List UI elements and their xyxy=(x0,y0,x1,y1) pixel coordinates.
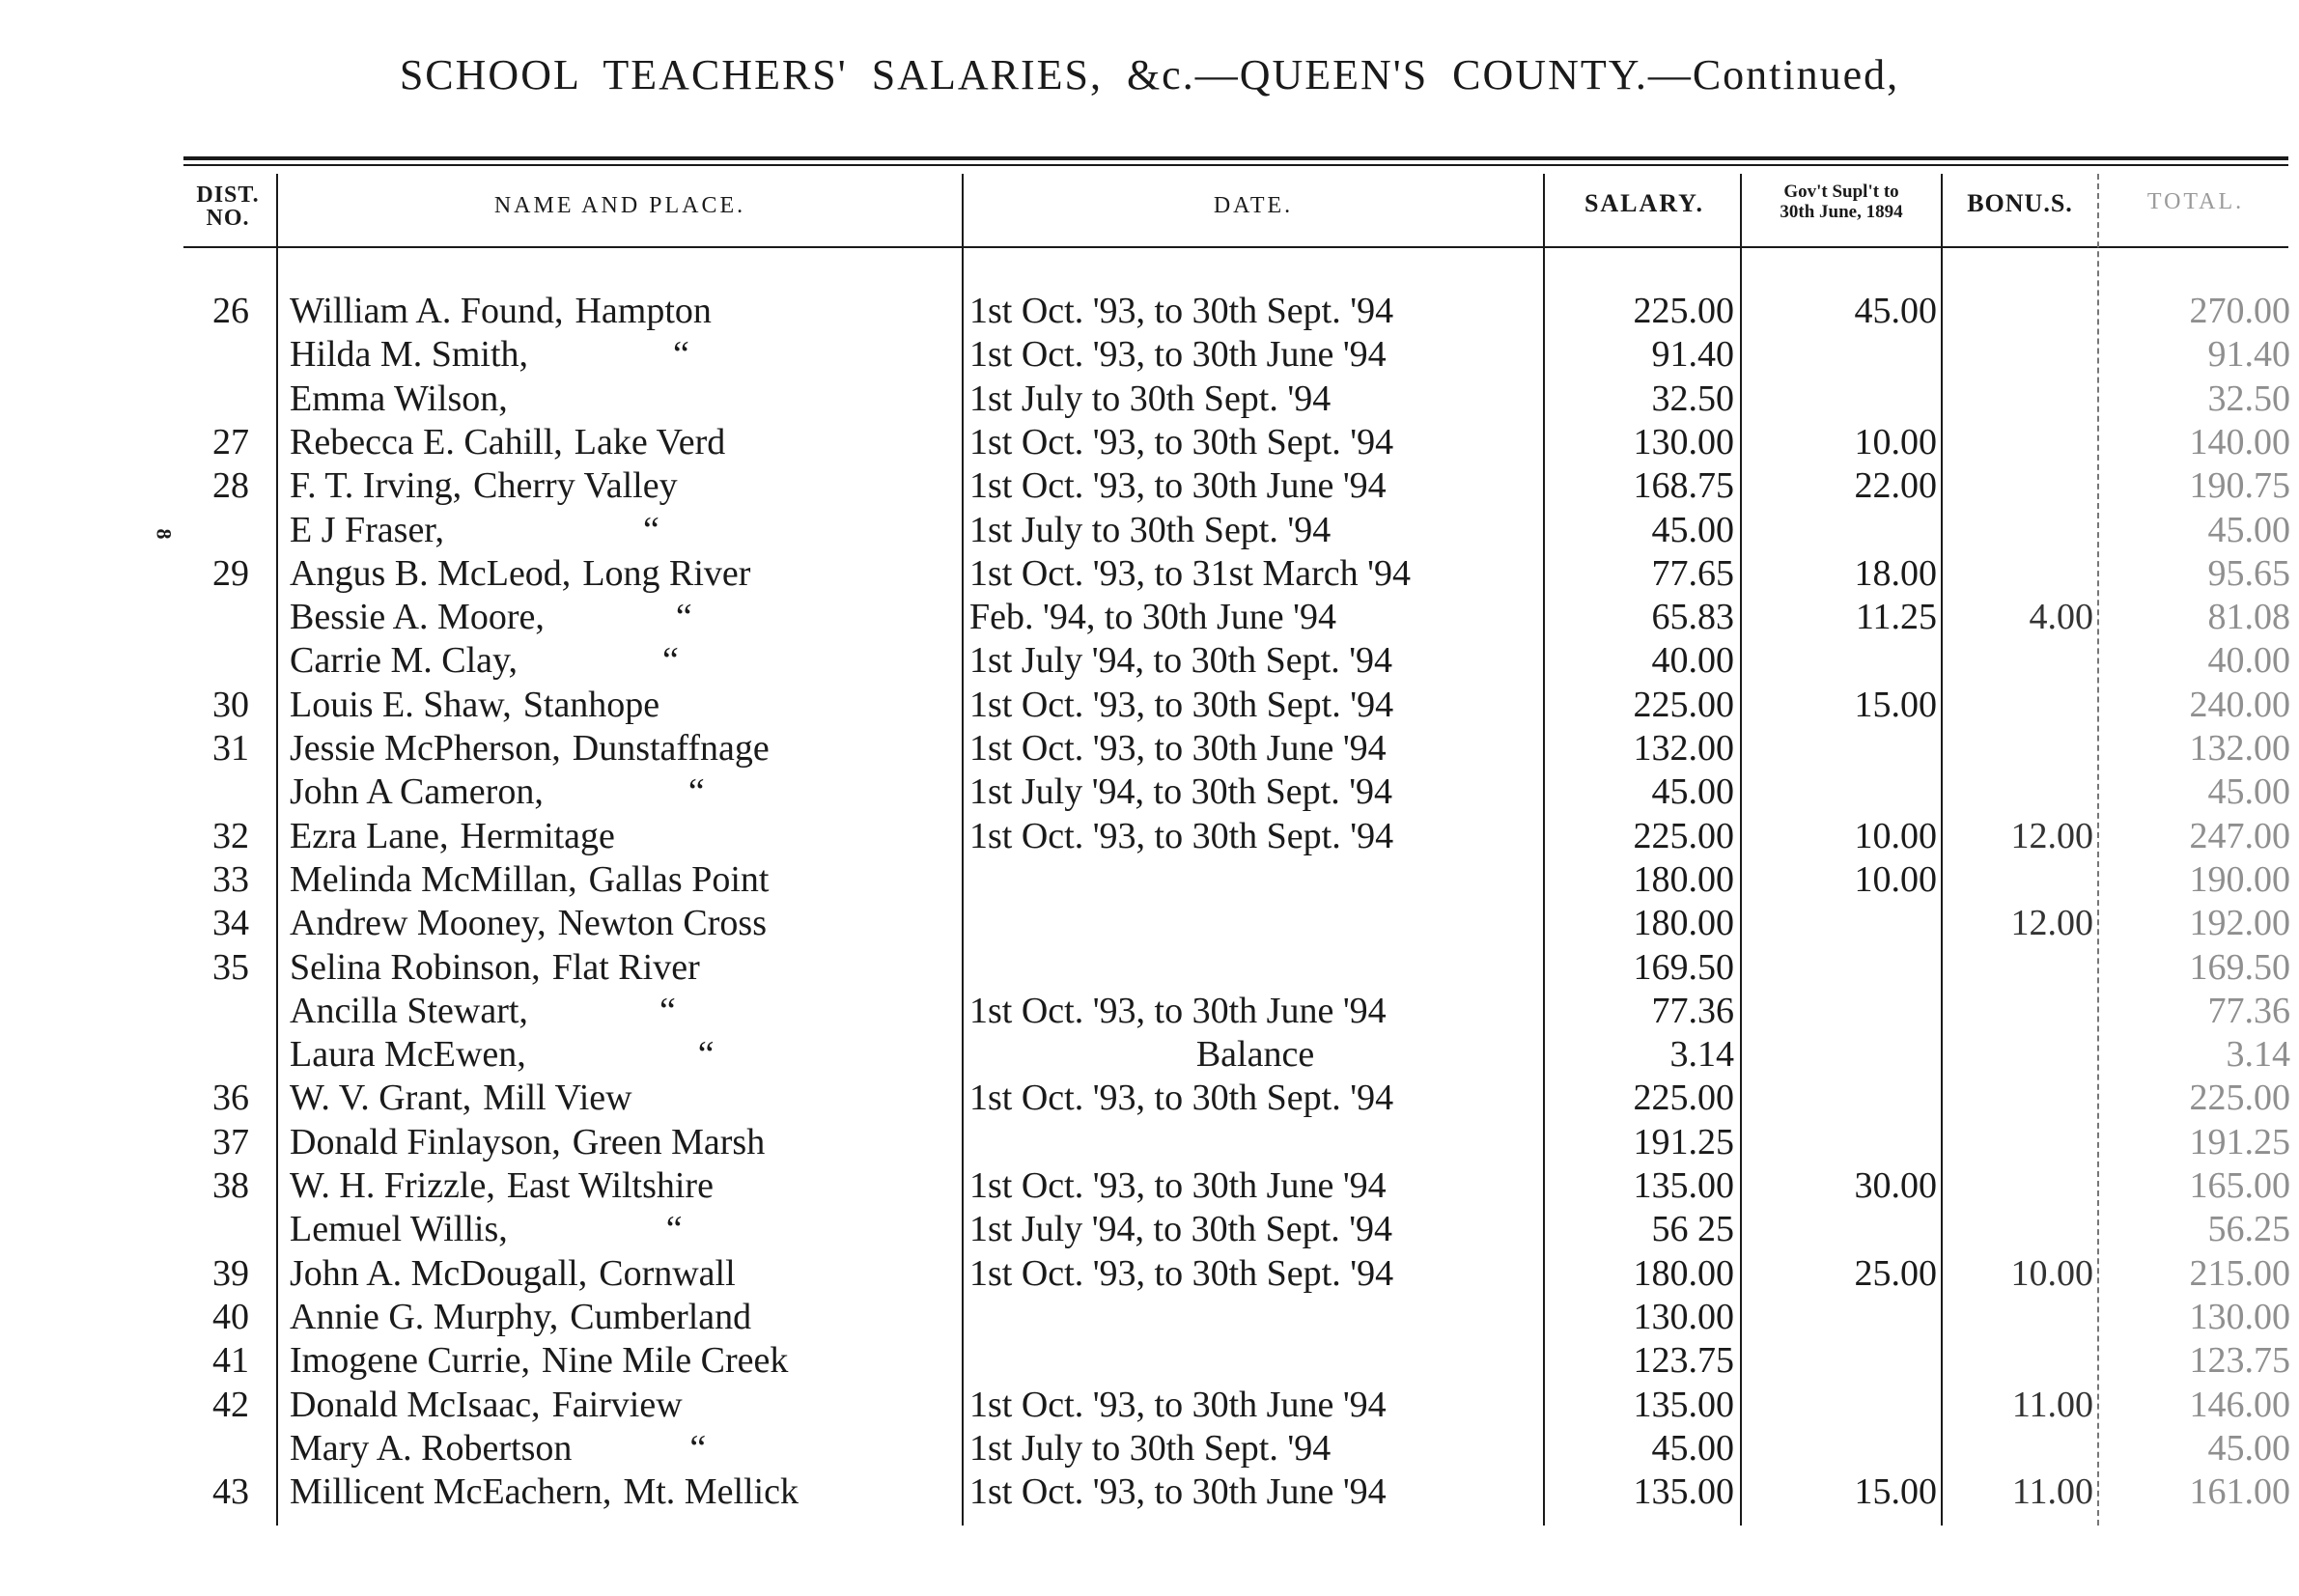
table-row xyxy=(0,858,2299,902)
teacher-name: Rebecca E. Cahill, xyxy=(290,421,563,462)
dist-number: 27 xyxy=(212,421,249,462)
header-salary: SALARY. xyxy=(1584,189,1705,217)
table-row xyxy=(0,1077,2299,1120)
gov-supplement-amount: 11.25 xyxy=(1855,597,1937,638)
teacher-name: F. T. Irving, xyxy=(290,465,463,507)
top-rule-thin xyxy=(183,164,2288,166)
date-range: 1st Oct. '93, to 31st March '94 xyxy=(969,552,1411,594)
name-and-place xyxy=(290,1077,946,1120)
salary-amount: 130.00 xyxy=(1633,1296,1734,1337)
top-rule-thick xyxy=(183,156,2288,160)
salary-amount: 169.50 xyxy=(1633,946,1734,988)
name-and-place xyxy=(290,290,946,333)
table-row xyxy=(0,596,2299,639)
table-row xyxy=(0,902,2299,945)
table-row xyxy=(0,1427,2299,1470)
school-place: East Wiltshire xyxy=(506,1165,714,1206)
table-row xyxy=(0,464,2299,508)
name-and-place xyxy=(290,990,946,1033)
date-range: 1st Oct. '93, to 30th Sept. '94 xyxy=(969,421,1394,462)
teacher-name: Selina Robinson, xyxy=(290,946,541,988)
gov-supplement-amount: 45.00 xyxy=(1854,291,1937,331)
name-and-place xyxy=(290,1470,946,1514)
date-range: 1st Oct. '93, to 30th June '94 xyxy=(969,1471,1387,1513)
bonus-amount: 12.00 xyxy=(2010,903,2093,944)
teacher-name: Bessie A. Moore, xyxy=(290,597,545,638)
teacher-name: Donald McIsaac, xyxy=(290,1384,541,1425)
school-place: Gallas Point xyxy=(588,858,770,900)
school-place: Long River xyxy=(582,552,751,594)
name-and-place xyxy=(290,815,946,858)
date-range: 1st Oct. '93, to 30th June '94 xyxy=(969,465,1387,507)
school-place: “ xyxy=(697,1034,715,1076)
total-amount: 215.00 xyxy=(2189,1252,2290,1294)
header-bottom-rule xyxy=(183,246,2288,248)
table-row xyxy=(0,378,2299,421)
name-and-place xyxy=(290,727,946,770)
bonus-amount: 11.00 xyxy=(2011,1384,2093,1425)
name-and-place xyxy=(290,902,946,945)
gov-supplement-amount: 10.00 xyxy=(1854,421,1937,462)
dist-number: 32 xyxy=(212,815,249,856)
dist-number: 42 xyxy=(212,1384,249,1425)
dist-number: 31 xyxy=(212,728,249,769)
table-row xyxy=(0,1384,2299,1427)
name-and-place xyxy=(290,596,946,639)
gov-supplement-amount: 30.00 xyxy=(1854,1165,1937,1206)
date-range: Feb. '94, to 30th June '94 xyxy=(969,597,1336,638)
school-place: “ xyxy=(662,640,679,682)
gov-supplement-amount: 15.00 xyxy=(1854,1471,1937,1513)
salary-amount: 135.00 xyxy=(1633,1165,1734,1206)
table-row xyxy=(0,946,2299,990)
total-amount: 225.00 xyxy=(2189,1078,2290,1119)
name-and-place xyxy=(290,770,946,814)
salary-amount: 225.00 xyxy=(1633,291,1734,331)
date-range: 1st Oct. '93, to 30th June '94 xyxy=(969,1384,1387,1425)
header-gov-line2: 30th June, 1894 xyxy=(1780,202,1903,222)
date-range: 1st July '94, to 30th Sept. '94 xyxy=(969,1209,1393,1250)
dist-number: 39 xyxy=(212,1252,249,1294)
total-amount: 95.65 xyxy=(2207,552,2290,594)
date-range: 1st Oct. '93, to 30th June '94 xyxy=(969,1165,1387,1206)
salary-amount: 180.00 xyxy=(1633,858,1734,900)
gov-supplement-amount: 10.00 xyxy=(1854,815,1937,856)
margin-mark: 8 xyxy=(152,528,177,540)
school-place: Hampton xyxy=(575,291,712,331)
total-amount: 240.00 xyxy=(2189,684,2290,725)
salary-amount: 225.00 xyxy=(1633,1078,1734,1119)
teacher-name: Louis E. Shaw, xyxy=(290,684,512,725)
school-place: Stanhope xyxy=(522,684,660,725)
table-row xyxy=(0,684,2299,727)
total-amount: 81.08 xyxy=(2207,597,2290,638)
date-range: 1st Oct. '93, to 30th Sept. '94 xyxy=(969,1078,1394,1119)
table-row xyxy=(0,815,2299,858)
school-place: Dunstaffnage xyxy=(572,728,770,769)
total-amount: 40.00 xyxy=(2207,640,2290,682)
salary-amount: 123.75 xyxy=(1633,1340,1734,1382)
table-row xyxy=(0,1033,2299,1077)
dist-number: 43 xyxy=(212,1471,249,1513)
header-dist xyxy=(180,183,276,230)
header-gov-line1: Gov't Supl't to xyxy=(1783,182,1899,202)
teacher-name: Annie G. Murphy, xyxy=(290,1296,559,1337)
table-row xyxy=(0,1164,2299,1208)
school-place: “ xyxy=(673,334,689,376)
total-amount: 91.40 xyxy=(2207,334,2290,376)
total-amount: 190.75 xyxy=(2189,465,2290,507)
name-and-place xyxy=(290,1208,946,1251)
header-name: NAME AND PLACE. xyxy=(493,193,746,218)
teacher-name: John A. McDougall, xyxy=(290,1252,588,1294)
total-amount: 190.00 xyxy=(2189,858,2290,900)
dist-number: 33 xyxy=(212,858,249,900)
bonus-amount: 12.00 xyxy=(2010,815,2093,856)
teacher-name: E J Fraser, xyxy=(290,509,444,550)
name-and-place xyxy=(290,1384,946,1427)
gov-supplement-amount: 18.00 xyxy=(1854,552,1937,594)
dist-number: 38 xyxy=(212,1165,249,1206)
dist-number: 37 xyxy=(212,1121,249,1162)
school-place: “ xyxy=(689,1427,707,1469)
teacher-name: William A. Found, xyxy=(290,291,564,331)
name-and-place xyxy=(290,1252,946,1296)
name-and-place xyxy=(290,1121,946,1164)
school-place: Mt. Mellick xyxy=(623,1471,799,1513)
total-amount: 3.14 xyxy=(2226,1034,2290,1076)
salary-amount: 180.00 xyxy=(1633,1252,1734,1294)
dist-number: 35 xyxy=(212,946,249,988)
name-and-place xyxy=(290,333,946,377)
table-row xyxy=(0,1339,2299,1383)
name-and-place xyxy=(290,378,946,421)
salary-amount: 77.65 xyxy=(1651,552,1734,594)
date-range: Balance xyxy=(1195,1034,1315,1076)
total-amount: 123.75 xyxy=(2189,1340,2290,1382)
teacher-name: John A Cameron, xyxy=(290,771,544,813)
salary-amount: 225.00 xyxy=(1633,815,1734,856)
school-place: Nine Mile Creek xyxy=(542,1340,789,1382)
table-row xyxy=(0,770,2299,814)
total-amount: 56.25 xyxy=(2207,1209,2290,1250)
total-amount: 247.00 xyxy=(2189,815,2290,856)
name-and-place xyxy=(290,946,946,990)
total-amount: 165.00 xyxy=(2189,1165,2290,1206)
salary-amount: 45.00 xyxy=(1651,1427,1734,1469)
table-row xyxy=(0,552,2299,596)
school-place: Flat River xyxy=(551,946,700,988)
dist-number: 28 xyxy=(212,465,249,507)
school-place: “ xyxy=(665,1209,683,1250)
school-place: Cornwall xyxy=(599,1252,736,1294)
table-row xyxy=(0,727,2299,770)
bonus-amount: 11.00 xyxy=(2011,1471,2093,1513)
gov-supplement-amount: 22.00 xyxy=(1854,465,1937,507)
gov-supplement-amount: 10.00 xyxy=(1854,858,1937,900)
name-and-place xyxy=(290,684,946,727)
dist-number: 29 xyxy=(212,552,249,594)
salary-amount: 65.83 xyxy=(1651,597,1734,638)
table-row xyxy=(0,509,2299,552)
teacher-name: Mary A. Robertson xyxy=(290,1427,573,1469)
name-and-place xyxy=(290,509,946,552)
bonus-amount: 10.00 xyxy=(2010,1252,2093,1294)
name-and-place xyxy=(290,1164,946,1208)
date-range: 1st Oct. '93, to 30th Sept. '94 xyxy=(969,291,1394,331)
dist-number: 40 xyxy=(212,1296,249,1337)
header-gov-supplement xyxy=(1742,182,1941,222)
salary-amount: 132.00 xyxy=(1633,728,1734,769)
salary-amount: 191.25 xyxy=(1633,1121,1734,1162)
total-amount: 270.00 xyxy=(2189,291,2290,331)
school-place: Cherry Valley xyxy=(473,465,678,507)
salary-amount: 225.00 xyxy=(1633,684,1734,725)
table-row xyxy=(0,990,2299,1033)
school-place: Lake Verd xyxy=(574,421,726,462)
teacher-name: Laura McEwen, xyxy=(290,1034,526,1076)
date-range: 1st July to 30th Sept. '94 xyxy=(969,378,1332,419)
name-and-place xyxy=(290,1033,946,1077)
name-and-place xyxy=(290,421,946,464)
school-place: Cumberland xyxy=(570,1296,752,1337)
school-place: “ xyxy=(642,509,659,550)
table-row xyxy=(0,1296,2299,1339)
date-range: 1st July to 30th Sept. '94 xyxy=(969,1427,1332,1469)
total-amount: 146.00 xyxy=(2189,1384,2290,1425)
table-row xyxy=(0,1121,2299,1164)
teacher-name: Lemuel Willis, xyxy=(290,1209,508,1250)
teacher-name: Ancilla Stewart, xyxy=(290,990,528,1031)
teacher-name: Ezra Lane, xyxy=(290,815,449,856)
date-range: 1st July to 30th Sept. '94 xyxy=(969,509,1332,550)
header-total: TOTAL. xyxy=(2146,189,2245,214)
date-range: 1st July '94, to 30th Sept. '94 xyxy=(969,771,1393,813)
total-amount: 32.50 xyxy=(2207,378,2290,419)
teacher-name: Imogene Currie, xyxy=(290,1340,531,1382)
teacher-name: W. V. Grant, xyxy=(290,1078,472,1119)
dist-number: 36 xyxy=(212,1078,249,1119)
name-and-place xyxy=(290,858,946,902)
salary-amount: 91.40 xyxy=(1651,334,1734,376)
header-dist-line2: NO. xyxy=(206,206,250,231)
gov-supplement-amount: 15.00 xyxy=(1854,684,1937,725)
name-and-place xyxy=(290,639,946,683)
school-place: Green Marsh xyxy=(572,1121,766,1162)
teacher-name: Andrew Mooney, xyxy=(290,903,547,944)
salary-amount: 180.00 xyxy=(1633,903,1734,944)
total-amount: 191.25 xyxy=(2189,1121,2290,1162)
header-date: DATE. xyxy=(1213,193,1294,218)
school-place: “ xyxy=(659,990,676,1031)
teacher-name: Jessie McPherson, xyxy=(290,728,561,769)
salary-amount: 77.36 xyxy=(1651,990,1734,1031)
total-amount: 45.00 xyxy=(2207,509,2290,550)
salary-amount: 135.00 xyxy=(1633,1384,1734,1425)
table-row xyxy=(0,290,2299,333)
salary-amount: 45.00 xyxy=(1651,509,1734,550)
header-dist-line1: DIST. xyxy=(196,182,260,208)
name-and-place xyxy=(290,464,946,508)
table-row xyxy=(0,639,2299,683)
salary-amount: 135.00 xyxy=(1633,1471,1734,1513)
total-amount: 77.36 xyxy=(2207,990,2290,1031)
teacher-name: Carrie M. Clay, xyxy=(290,640,519,682)
name-and-place xyxy=(290,1296,946,1339)
gov-supplement-amount: 25.00 xyxy=(1854,1252,1937,1294)
date-range: 1st Oct. '93, to 30th June '94 xyxy=(969,728,1387,769)
teacher-name: Millicent McEachern, xyxy=(290,1471,612,1513)
dist-number: 34 xyxy=(212,903,249,944)
salary-amount: 56 25 xyxy=(1651,1209,1734,1250)
name-and-place xyxy=(290,552,946,596)
date-range: 1st Oct. '93, to 30th Sept. '94 xyxy=(969,1252,1394,1294)
table-row xyxy=(0,1470,2299,1514)
date-range: 1st July '94, to 30th Sept. '94 xyxy=(969,640,1393,682)
total-amount: 140.00 xyxy=(2189,421,2290,462)
salary-amount: 3.14 xyxy=(1669,1034,1734,1076)
salary-amount: 168.75 xyxy=(1633,465,1734,507)
dist-number: 30 xyxy=(212,684,249,725)
table-row xyxy=(0,421,2299,464)
teacher-name: W. H. Frizzle, xyxy=(290,1165,495,1206)
date-range: 1st Oct. '93, to 30th Sept. '94 xyxy=(969,815,1394,856)
salary-amount: 32.50 xyxy=(1651,378,1734,419)
date-range: 1st Oct. '93, to 30th Sept. '94 xyxy=(969,684,1394,725)
salary-amount: 40.00 xyxy=(1651,640,1734,682)
school-place: Mill View xyxy=(483,1078,632,1119)
total-amount: 192.00 xyxy=(2189,903,2290,944)
page-title: SCHOOL TEACHERS' SALARIES, &c.—QUEEN'S COUNTY.—Continued, xyxy=(399,51,1900,98)
total-amount: 45.00 xyxy=(2207,771,2290,813)
school-place: “ xyxy=(687,771,705,813)
dist-number: 26 xyxy=(212,291,249,331)
name-and-place xyxy=(290,1339,946,1383)
table-row xyxy=(0,1208,2299,1251)
school-place: Fairview xyxy=(551,1384,683,1425)
teacher-name: Melinda McMillan, xyxy=(290,858,577,900)
total-amount: 161.00 xyxy=(2189,1471,2290,1513)
salary-amount: 130.00 xyxy=(1633,421,1734,462)
teacher-name: Emma Wilson, xyxy=(290,378,508,419)
table-row xyxy=(0,333,2299,377)
bonus-amount: 4.00 xyxy=(2029,597,2093,638)
school-place: Newton Cross xyxy=(557,903,767,944)
header-bonus: BONU.S. xyxy=(1967,189,2073,217)
teacher-name: Hilda M. Smith, xyxy=(290,334,529,376)
total-amount: 132.00 xyxy=(2189,728,2290,769)
table-row xyxy=(0,1252,2299,1296)
school-place: “ xyxy=(675,597,692,638)
teacher-name: Donald Finlayson, xyxy=(290,1121,561,1162)
date-range: 1st Oct. '93, to 30th June '94 xyxy=(969,334,1387,376)
teacher-name: Angus B. McLeod, xyxy=(290,552,572,594)
total-amount: 130.00 xyxy=(2189,1296,2290,1337)
total-amount: 45.00 xyxy=(2207,1427,2290,1469)
salary-amount: 45.00 xyxy=(1651,771,1734,813)
dist-number: 41 xyxy=(212,1340,249,1382)
date-range: 1st Oct. '93, to 30th June '94 xyxy=(969,990,1387,1031)
total-amount: 169.50 xyxy=(2189,946,2290,988)
school-place: Hermitage xyxy=(460,815,615,856)
name-and-place xyxy=(290,1427,946,1470)
